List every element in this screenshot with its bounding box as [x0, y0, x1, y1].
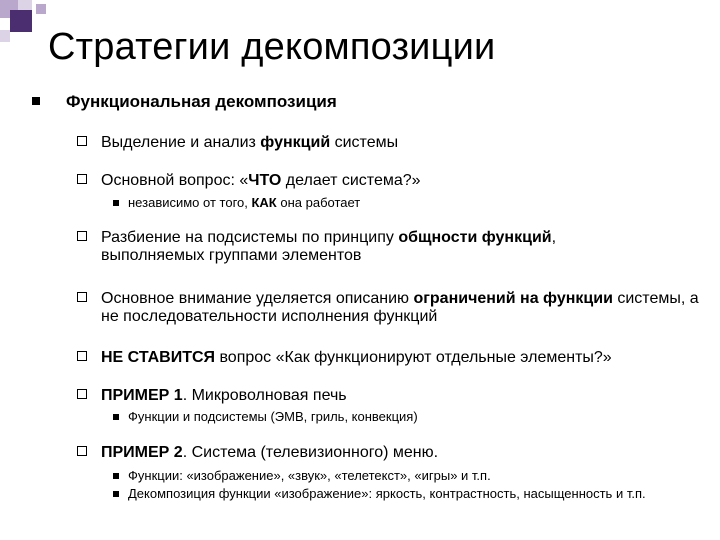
- sub-item-text: она работает: [276, 195, 361, 210]
- sub-item-text: Декомпозиция функции «изображение»: яркость, контрастность, насыщенность и т.п.: [128, 486, 646, 501]
- square-bullet-icon: [113, 491, 119, 497]
- item-text: . Система (телевизионного) меню.: [182, 444, 439, 461]
- checkbox-bullet-icon: [77, 136, 87, 146]
- checkbox-bullet-icon: [77, 174, 87, 184]
- decorative-square: [10, 10, 32, 32]
- decorative-square: [36, 4, 46, 14]
- square-bullet-icon: [113, 473, 119, 479]
- item-emphasis: функций: [260, 134, 331, 151]
- square-bullet-icon: [113, 414, 119, 420]
- checkbox-bullet-icon: [77, 292, 87, 302]
- item-text: . Микроволновая печь: [182, 387, 347, 404]
- square-bullet-icon: [113, 200, 119, 206]
- section-heading: Функциональная декомпозиция: [66, 92, 337, 111]
- item-text: Основной вопрос: «: [101, 172, 249, 189]
- item-text: Основное внимание уделяется описанию: [101, 290, 414, 307]
- item-text: системы, а не последовательности исполнения функций: [101, 290, 699, 325]
- item-text: Выделение и анализ: [101, 134, 261, 151]
- item-text: , выполняемых группами элементов: [101, 229, 557, 264]
- item-text: системы: [330, 134, 399, 151]
- checkbox-bullet-icon: [77, 351, 87, 361]
- item-text: делает система?»: [281, 172, 421, 189]
- item-emphasis: ПРИМЕР 2: [101, 444, 183, 461]
- sub-item-text: Функции и подсистемы (ЭМВ, гриль, конвекция): [128, 409, 418, 424]
- checkbox-bullet-icon: [77, 389, 87, 399]
- item-text: вопрос «Как функционируют отдельные элементы?»: [215, 349, 612, 366]
- item-emphasis: ПРИМЕР 1: [101, 387, 183, 404]
- sub-item-text: независимо от того,: [128, 195, 252, 210]
- sub-item-emphasis: КАК: [251, 195, 277, 210]
- checkbox-bullet-icon: [77, 231, 87, 241]
- item-text: Разбиение на подсистемы по принципу: [101, 229, 399, 246]
- decorative-square: [0, 30, 10, 42]
- checkbox-bullet-icon: [77, 446, 87, 456]
- square-bullet-icon: [32, 97, 40, 105]
- slide-title: Стратегии декомпозиции: [48, 26, 496, 68]
- item-emphasis: НЕ СТАВИТСЯ: [101, 349, 216, 366]
- item-emphasis: ЧТО: [248, 172, 282, 189]
- item-emphasis: общности функций: [398, 229, 552, 246]
- sub-item-text: Функции: «изображение», «звук», «телетекст», «игры» и т.п.: [128, 468, 491, 483]
- item-emphasis: ограничений на функции: [413, 290, 613, 307]
